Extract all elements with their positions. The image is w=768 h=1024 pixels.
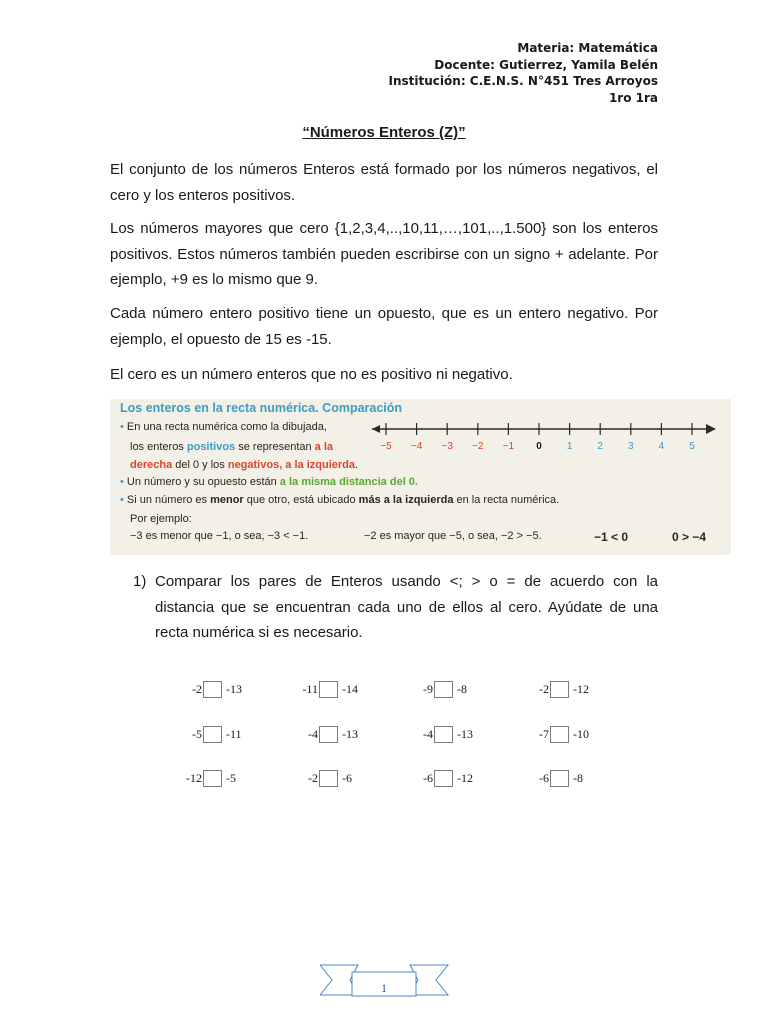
document-title: “Números Enteros (Z)” (302, 124, 466, 141)
box-bullet-2: • Un número y su opuesto están a la misma distancia del 0. (120, 476, 418, 488)
comparison-right-value: -13 (457, 727, 473, 741)
comparison-left-value: -4 (423, 727, 433, 741)
comparison-right-value: -6 (342, 771, 352, 785)
document-header (389, 40, 658, 106)
box-example-4: 0 > −4 (672, 530, 707, 544)
box-title: Los enteros en la recta numérica. Comparación (120, 401, 403, 415)
box-example-1: −3 es menor que −1, o sea, −3 < −1. (130, 530, 309, 542)
header-materia: Materia: Matemática (517, 41, 658, 55)
comparison-left-value: -6 (423, 771, 433, 785)
answer-box[interactable] (434, 726, 453, 743)
comparison-right-value: -5 (226, 771, 236, 785)
number-line-tick-label: −3 (441, 441, 453, 452)
answer-box[interactable] (550, 681, 569, 698)
number-line-tick-label: −5 (380, 441, 392, 452)
number-line-tick-label: 5 (689, 441, 695, 452)
number-line (372, 419, 717, 459)
answer-box[interactable] (550, 770, 569, 787)
page-number: 1 (381, 981, 387, 995)
question-text: Comparar los pares de Enteros usando <; > o = de acuerdo con la distancia que se encuentran cada uno de ellos al cero. Ayúdate de una recta numérica si es necesario. (155, 573, 658, 641)
number-line-left-arrow (372, 425, 380, 433)
comparison-left-value: -9 (423, 682, 433, 696)
number-line-tick-label: 0 (536, 441, 542, 452)
paragraph-2: Los números mayores que cero {1,2,3,4,..,10,11,…,101,..,1.500} son los enteros positivos. Estos números también pueden escribirse con un signo + adelante. Por ejemplo, +9 es lo mismo que 9. (110, 220, 658, 288)
comparison-right-value: -8 (457, 682, 467, 696)
comparison-left-value: -2 (192, 682, 202, 696)
answer-box[interactable] (319, 770, 338, 787)
number-line-tick-label: 2 (597, 441, 603, 452)
number-line-tick-label: 3 (628, 441, 634, 452)
number-line-right-arrow (706, 424, 716, 434)
box-por-ejemplo: Por ejemplo: (130, 513, 192, 525)
answer-box[interactable] (203, 770, 222, 787)
box-example-2: −2 es mayor que −5, o sea, −2 > −5. (364, 530, 542, 542)
header-institucion: Institución: C.E.N.S. N°451 Tres Arroyos (388, 74, 658, 88)
comparison-left-value: -2 (539, 682, 549, 696)
paragraph-3: Cada número entero positivo tiene un opuesto, que es un entero negativo. Por ejemplo, el opuesto de 15 es -15. (110, 305, 658, 348)
header-curso: 1ro 1ra (608, 90, 658, 105)
number-line-tick-label: −2 (472, 441, 484, 452)
box-bullet-3: • Si un número es menor que otro, está ubicado más a la izquierda en la recta numérica. (120, 494, 560, 506)
textbook-info-box (110, 399, 731, 555)
comparison-left-value: -5 (192, 727, 202, 741)
comparison-left-value: -4 (308, 727, 318, 741)
comparison-right-value: -14 (342, 682, 358, 696)
comparison-left-value: -2 (308, 771, 318, 785)
comparison-right-value: -11 (226, 727, 242, 741)
answer-box[interactable] (550, 726, 569, 743)
number-line-tick-label: −4 (410, 441, 423, 452)
paragraph-1: El conjunto de los números Enteros está formado por los números negativos, el cero y los enteros positivos. (110, 161, 658, 204)
box-bullet-1-line-1: • En una recta numérica como la dibujada, (120, 421, 327, 433)
comparison-right-value: -12 (457, 771, 473, 785)
comparison-left-value: -6 (539, 771, 549, 785)
header-docente: Docente: Gutierrez, Yamila Belén (434, 57, 658, 72)
comparison-right-value: -8 (573, 771, 583, 785)
answer-box[interactable] (203, 681, 222, 698)
box-example-3: −1 < 0 (594, 530, 629, 544)
answer-box[interactable] (319, 681, 338, 698)
number-line-tick-label: 1 (566, 441, 573, 452)
number-line-tick-label: −1 (502, 441, 515, 452)
comparison-right-value: -13 (226, 682, 242, 696)
answer-box[interactable] (434, 770, 453, 787)
comparison-right-value: -10 (573, 727, 589, 741)
comparison-left-value: -12 (186, 771, 202, 785)
comparison-right-value: -12 (573, 682, 589, 696)
box-bullet-1-line-2: los enteros positivos se representan a la (130, 441, 334, 453)
answer-box[interactable] (319, 726, 338, 743)
comparison-left-value: -11 (302, 682, 318, 696)
question-number: 1) (133, 573, 147, 590)
answer-box[interactable] (203, 726, 222, 743)
comparison-left-value: -7 (539, 727, 549, 741)
answer-box[interactable] (434, 681, 453, 698)
number-line-ticks (380, 423, 695, 452)
number-line-tick-label: 4 (658, 441, 665, 452)
paragraph-4: El cero es un número enteros que no es positivo ni negativo. (110, 366, 513, 383)
comparison-right-value: -13 (342, 727, 358, 741)
box-bullet-1-line-3: derecha del 0 y los negativos, a la izquierda. (130, 459, 359, 471)
